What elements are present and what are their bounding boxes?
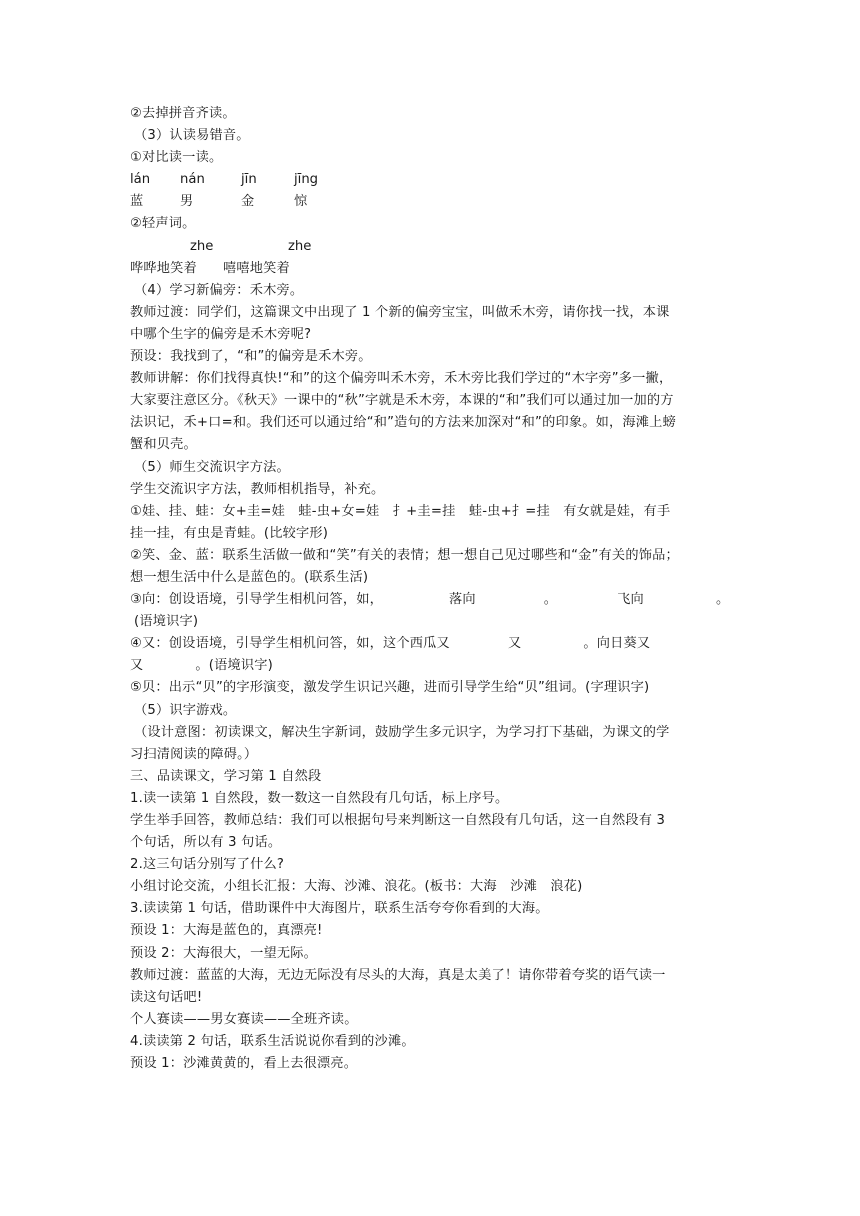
text-line: 大家要注意区分。《秋天》一课中的“秋”字就是禾木旁，本课的“和”我们可以通过加一加的方 bbox=[130, 393, 674, 409]
text-segment: 又 bbox=[130, 658, 144, 674]
text-line: ②轻声词。 bbox=[130, 216, 196, 232]
text-line: 读这句话吧! bbox=[130, 989, 203, 1005]
text-line: 学生交流识字方法，教师相机指导，补充。 bbox=[130, 481, 385, 497]
text-line: 学生举手回答，教师总结：我们可以根据句号来判断这一自然段有几句话，这一自然段有 3 bbox=[130, 813, 666, 828]
text-line: 习扫清阅读的障碍。） bbox=[130, 746, 258, 762]
text-segment: 。 bbox=[543, 592, 558, 608]
text-line: 教师讲解：你们找得真快!“和”的这个偏旁叫禾木旁，禾木旁比我们学过的“木字旁”多一撇， bbox=[130, 371, 673, 387]
text-segment: 。向日葵又 bbox=[583, 636, 651, 652]
text-line: （4）学习新偏旁：禾木旁。 bbox=[134, 282, 304, 298]
text-line: 想一想生活中什么是蓝色的。(联系生活) bbox=[130, 569, 369, 585]
text-line: ⑤贝：出示“贝”的字形演变，激发学生识记兴趣，进而引导学生给“贝”组词。(字理识字) bbox=[130, 680, 650, 696]
text-line: 小组讨论交流，小组长汇报：大海、沙滩、浪花。(板书：大海 沙滩 浪花) bbox=[130, 879, 583, 895]
text-line: 4.读读第 2 句话，联系生活说说你看到的沙滩。 bbox=[130, 1033, 415, 1049]
text-line: 预设 1：沙滩黄黄的，看上去很漂亮。 bbox=[130, 1056, 358, 1072]
word: 哗哗地笑着 bbox=[130, 260, 197, 276]
text-line: （5）师生交流识字方法。 bbox=[134, 459, 290, 475]
pinyin-cell: jīng bbox=[294, 172, 319, 188]
text-segment: 。(语境识字) bbox=[195, 658, 274, 674]
text-line: 预设 2：大海很大，一望无际。 bbox=[130, 945, 318, 961]
pinyin-cell: lán bbox=[130, 172, 151, 188]
hanzi-cell: 蓝 bbox=[130, 194, 144, 210]
text-line: 2.这三句话分别写了什么? bbox=[130, 857, 285, 873]
text-line: 法识记，禾+口=和。我们还可以通过给“和”造句的方法来加深对“和”的印象。如，海滩上螃 bbox=[130, 415, 676, 431]
text-line bbox=[130, 633, 730, 655]
text-line bbox=[130, 655, 730, 677]
text-line: 个人赛读——男女赛读——全班齐读。 bbox=[130, 1011, 358, 1027]
text-segment: 飞向 bbox=[617, 592, 644, 608]
word: 嘻嘻地笑着 bbox=[222, 260, 290, 276]
hanzi-cell: 惊 bbox=[294, 194, 308, 210]
text-line: 1.读一读第 1 自然段，数一数这一自然段有几句话，标上序号。 bbox=[130, 790, 509, 806]
pinyin-cell: nán bbox=[180, 172, 205, 188]
text-line: (语境识字) bbox=[134, 614, 199, 630]
text-line bbox=[130, 589, 730, 611]
text-line: ②笑、金、蓝：联系生活做一做和“笑”有关的表情；想一想自己见过哪些和“金”有关的饰品； bbox=[130, 547, 679, 563]
hanzi-row bbox=[130, 191, 730, 213]
text-line: 教师过渡：蓝蓝的大海，无边无际没有尽头的大海，真是太美了！请你带着夸奖的语气读一 bbox=[130, 967, 666, 983]
text-line: （3）认读易错音。 bbox=[134, 128, 250, 144]
text-line: （5）识字游戏。 bbox=[134, 702, 237, 718]
document-body bbox=[130, 103, 730, 1075]
text-line: ①娃、挂、蛙：女+圭=娃 蛙-虫+女=娃 扌+圭=挂 蛙-虫+扌=挂 有女就是娃，有手 bbox=[130, 503, 671, 519]
text-line: 中哪个生字的偏旁是禾木旁呢? bbox=[130, 326, 312, 342]
text-line bbox=[130, 258, 730, 280]
text-line: ②去掉拼音齐读。 bbox=[130, 106, 236, 121]
text-line: 个句话，所以有 3 句话。 bbox=[130, 835, 282, 851]
text-line: 挂一挂，有虫是青蛙。(比较字形) bbox=[130, 525, 329, 541]
text-line: 预设：我找到了，“和”的偏旁是禾木旁。 bbox=[130, 349, 372, 365]
text-line: （设计意图：初读课文，解决生字新词，鼓励学生多元识字，为学习打下基础，为课文的学 bbox=[134, 724, 670, 740]
pinyin-cell: jīn bbox=[241, 172, 257, 188]
text-line: 蟹和贝壳。 bbox=[130, 437, 197, 453]
text-line: 预设 1：大海是蓝色的，真漂亮! bbox=[130, 923, 323, 939]
text-line: ①对比读一读。 bbox=[130, 150, 223, 166]
text-line: 3.读读第 1 句话，借助课件中大海图片，联系生活夸夸你看到的大海。 bbox=[130, 901, 549, 917]
section-heading: 三、品读课文，学习第 1 自然段 bbox=[130, 768, 322, 784]
pinyin-row bbox=[130, 169, 730, 191]
hanzi-cell: 男 bbox=[180, 194, 194, 210]
text-segment: ④又：创设语境，引导学生相机问答，如，这个西瓜又 bbox=[130, 636, 450, 652]
hanzi-cell: 金 bbox=[241, 194, 255, 210]
text-segment: ③向：创设语境，引导学生相机问答，如， bbox=[130, 592, 383, 608]
text-segment: 。 bbox=[715, 592, 730, 608]
neutral-tone-pinyin-row bbox=[130, 236, 730, 258]
text-segment: 又 bbox=[507, 636, 522, 652]
pinyin-cell: zhe bbox=[288, 238, 312, 254]
pinyin-cell: zhe bbox=[190, 238, 214, 254]
text-segment: 落向 bbox=[449, 592, 476, 608]
text-line: 教师过渡：同学们，这篇课文中出现了 1 个新的偏旁宝宝，叫做禾木旁，请你找一找，本课 bbox=[130, 304, 670, 320]
